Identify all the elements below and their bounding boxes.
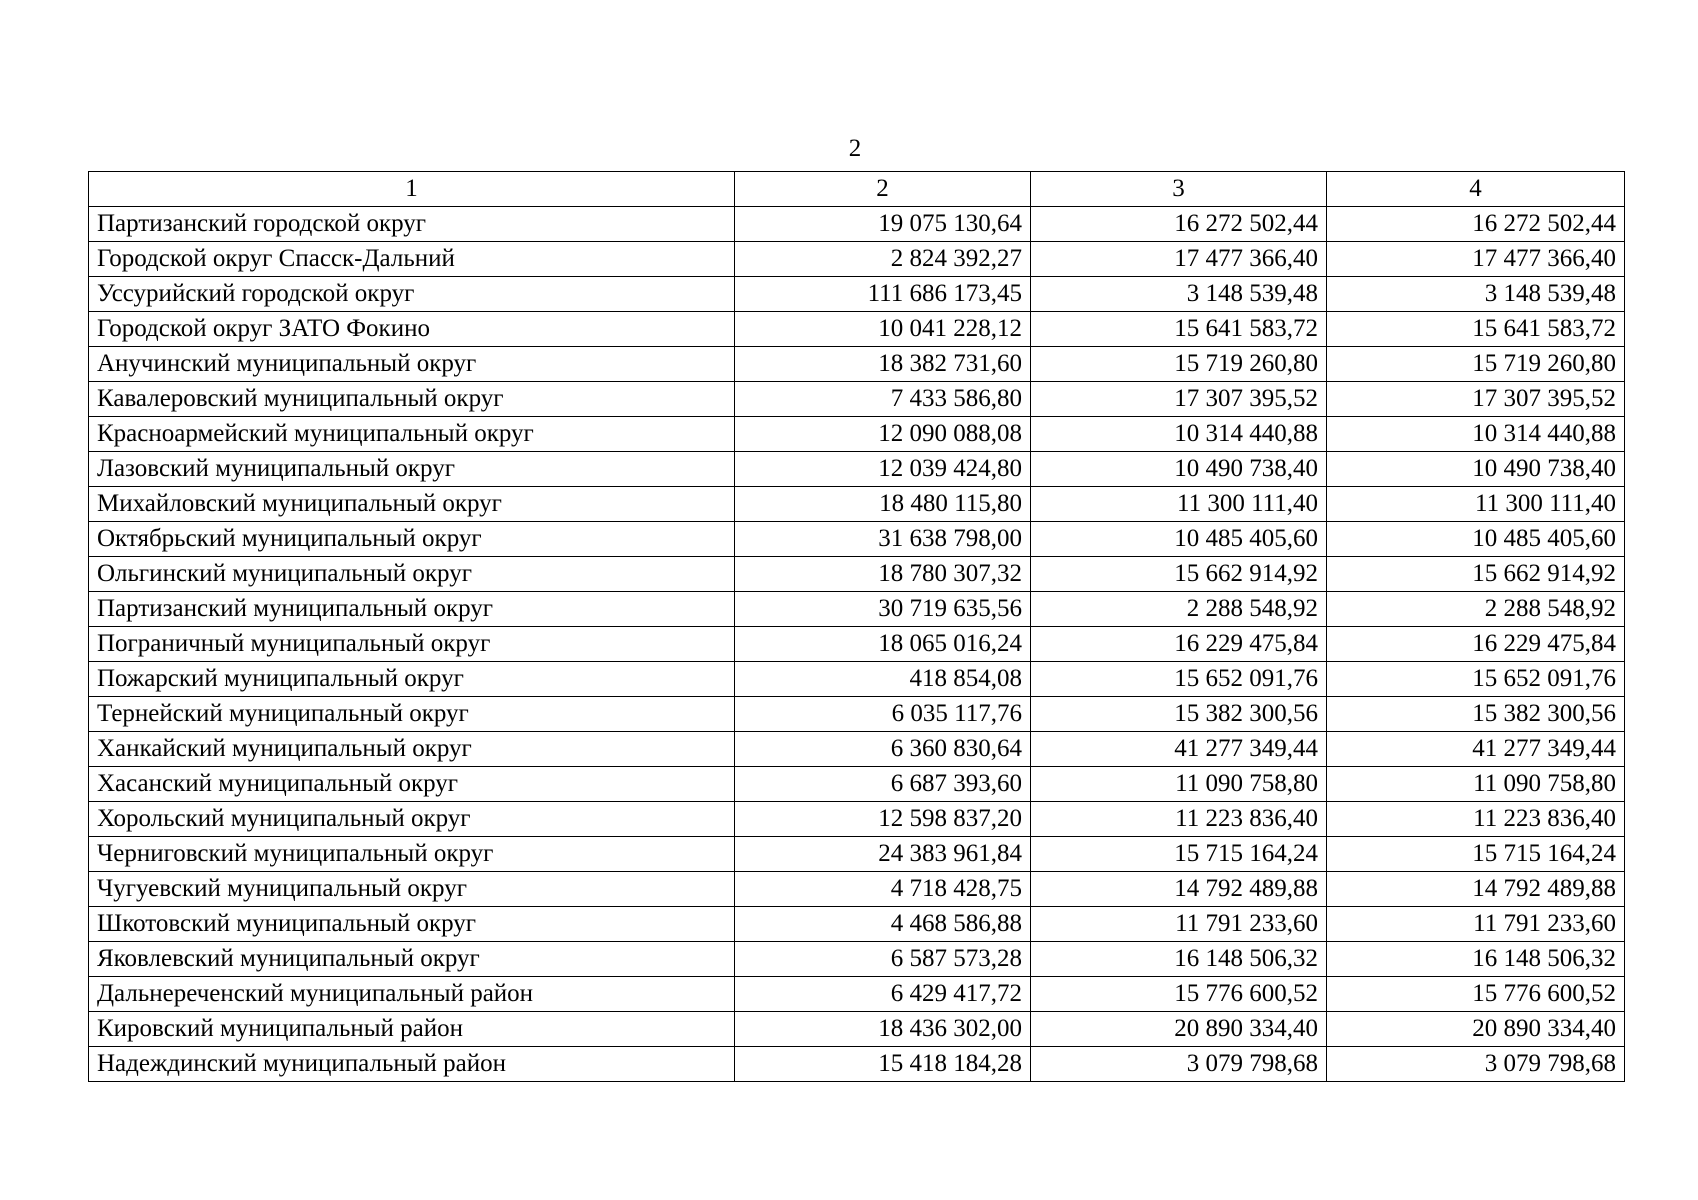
value-cell-col3: 10 314 440,88 [1031, 417, 1327, 452]
value-cell-col3: 16 272 502,44 [1031, 207, 1327, 242]
value-cell-col4: 15 641 583,72 [1327, 312, 1625, 347]
value-cell-col2: 12 039 424,80 [735, 452, 1031, 487]
municipality-name-cell: Уссурийский городской округ [89, 277, 735, 312]
municipality-name-cell: Пограничный муниципальный округ [89, 627, 735, 662]
value-cell-col4: 15 776 600,52 [1327, 977, 1625, 1012]
value-cell-col2: 6 587 573,28 [735, 942, 1031, 977]
value-cell-col2: 111 686 173,45 [735, 277, 1031, 312]
value-cell-col3: 20 890 334,40 [1031, 1012, 1327, 1047]
page-number: 2 [848, 135, 862, 162]
value-cell-col3: 15 719 260,80 [1031, 347, 1327, 382]
table-row [89, 802, 1625, 837]
value-cell-col3: 15 776 600,52 [1031, 977, 1327, 1012]
municipality-name-cell: Тернейский муниципальный округ [89, 697, 735, 732]
municipality-name-cell: Партизанский городской округ [89, 207, 735, 242]
value-cell-col4: 17 477 366,40 [1327, 242, 1625, 277]
value-cell-col3: 15 641 583,72 [1031, 312, 1327, 347]
municipality-name-cell: Надеждинский муниципальный район [89, 1047, 735, 1082]
table-row [89, 732, 1625, 767]
value-cell-col3: 15 652 091,76 [1031, 662, 1327, 697]
table-row [89, 767, 1625, 802]
table-row [89, 557, 1625, 592]
value-cell-col2: 2 824 392,27 [735, 242, 1031, 277]
table-row [89, 837, 1625, 872]
table-row [89, 1012, 1625, 1047]
value-cell-col4: 17 307 395,52 [1327, 382, 1625, 417]
header-row [89, 172, 1625, 207]
value-cell-col4: 2 288 548,92 [1327, 592, 1625, 627]
value-cell-col3: 16 229 475,84 [1031, 627, 1327, 662]
table-row [89, 627, 1625, 662]
value-cell-col2: 6 687 393,60 [735, 767, 1031, 802]
value-cell-col2: 18 780 307,32 [735, 557, 1031, 592]
data-table [88, 171, 1625, 1082]
municipality-name-cell: Дальнереченский муниципальный район [89, 977, 735, 1012]
value-cell-col3: 15 382 300,56 [1031, 697, 1327, 732]
value-cell-col2: 18 065 016,24 [735, 627, 1031, 662]
value-cell-col2: 24 383 961,84 [735, 837, 1031, 872]
municipality-name-cell: Октябрьский муниципальный округ [89, 522, 735, 557]
municipality-name-cell: Черниговский муниципальный округ [89, 837, 735, 872]
column-header: 4 [1327, 172, 1625, 207]
table-row [89, 277, 1625, 312]
value-cell-col4: 10 314 440,88 [1327, 417, 1625, 452]
municipality-name-cell: Анучинский муниципальный округ [89, 347, 735, 382]
municipality-name-cell: Хорольский муниципальный округ [89, 802, 735, 837]
value-cell-col3: 17 477 366,40 [1031, 242, 1327, 277]
municipality-name-cell: Красноармейский муниципальный округ [89, 417, 735, 452]
municipality-name-cell: Городской округ ЗАТО Фокино [89, 312, 735, 347]
value-cell-col2: 18 480 115,80 [735, 487, 1031, 522]
value-cell-col4: 15 652 091,76 [1327, 662, 1625, 697]
value-cell-col2: 19 075 130,64 [735, 207, 1031, 242]
table-row [89, 522, 1625, 557]
value-cell-col4: 20 890 334,40 [1327, 1012, 1625, 1047]
value-cell-col2: 6 360 830,64 [735, 732, 1031, 767]
value-cell-col4: 14 792 489,88 [1327, 872, 1625, 907]
value-cell-col3: 14 792 489,88 [1031, 872, 1327, 907]
value-cell-col4: 11 223 836,40 [1327, 802, 1625, 837]
value-cell-col4: 15 662 914,92 [1327, 557, 1625, 592]
municipality-name-cell: Чугуевский муниципальный округ [89, 872, 735, 907]
table-row [89, 382, 1625, 417]
value-cell-col4: 15 715 164,24 [1327, 837, 1625, 872]
table-row [89, 662, 1625, 697]
municipality-name-cell: Хасанский муниципальный округ [89, 767, 735, 802]
value-cell-col3: 11 090 758,80 [1031, 767, 1327, 802]
value-cell-col2: 31 638 798,00 [735, 522, 1031, 557]
value-cell-col4: 11 791 233,60 [1327, 907, 1625, 942]
value-cell-col3: 41 277 349,44 [1031, 732, 1327, 767]
table-row [89, 242, 1625, 277]
column-header: 3 [1031, 172, 1327, 207]
value-cell-col2: 4 718 428,75 [735, 872, 1031, 907]
municipality-name-cell: Пожарский муниципальный округ [89, 662, 735, 697]
value-cell-col3: 3 148 539,48 [1031, 277, 1327, 312]
value-cell-col4: 10 485 405,60 [1327, 522, 1625, 557]
table-row [89, 1047, 1625, 1082]
value-cell-col2: 418 854,08 [735, 662, 1031, 697]
value-cell-col4: 10 490 738,40 [1327, 452, 1625, 487]
value-cell-col2: 6 429 417,72 [735, 977, 1031, 1012]
table-row [89, 417, 1625, 452]
value-cell-col2: 4 468 586,88 [735, 907, 1031, 942]
table-row [89, 452, 1625, 487]
value-cell-col4: 3 079 798,68 [1327, 1047, 1625, 1082]
table-row [89, 347, 1625, 382]
value-cell-col3: 3 079 798,68 [1031, 1047, 1327, 1082]
value-cell-col3: 15 662 914,92 [1031, 557, 1327, 592]
value-cell-col2: 7 433 586,80 [735, 382, 1031, 417]
value-cell-col2: 15 418 184,28 [735, 1047, 1031, 1082]
value-cell-col2: 30 719 635,56 [735, 592, 1031, 627]
column-header: 1 [89, 172, 735, 207]
value-cell-col2: 6 035 117,76 [735, 697, 1031, 732]
municipality-name-cell: Лазовский муниципальный округ [89, 452, 735, 487]
value-cell-col3: 2 288 548,92 [1031, 592, 1327, 627]
value-cell-col2: 18 436 302,00 [735, 1012, 1031, 1047]
value-cell-col4: 3 148 539,48 [1327, 277, 1625, 312]
value-cell-col3: 11 223 836,40 [1031, 802, 1327, 837]
table-row [89, 592, 1625, 627]
table-row [89, 312, 1625, 347]
value-cell-col3: 11 300 111,40 [1031, 487, 1327, 522]
value-cell-col2: 18 382 731,60 [735, 347, 1031, 382]
table-row [89, 872, 1625, 907]
value-cell-col4: 16 229 475,84 [1327, 627, 1625, 662]
value-cell-col4: 15 382 300,56 [1327, 697, 1625, 732]
value-cell-col4: 11 300 111,40 [1327, 487, 1625, 522]
municipality-name-cell: Партизанский муниципальный округ [89, 592, 735, 627]
value-cell-col4: 16 148 506,32 [1327, 942, 1625, 977]
table-row [89, 487, 1625, 522]
value-cell-col4: 15 719 260,80 [1327, 347, 1625, 382]
value-cell-col3: 11 791 233,60 [1031, 907, 1327, 942]
municipality-name-cell: Ольгинский муниципальный округ [89, 557, 735, 592]
value-cell-col2: 12 598 837,20 [735, 802, 1031, 837]
value-cell-col3: 16 148 506,32 [1031, 942, 1327, 977]
table-row [89, 697, 1625, 732]
municipality-name-cell: Михайловский муниципальный округ [89, 487, 735, 522]
value-cell-col3: 17 307 395,52 [1031, 382, 1327, 417]
municipality-name-cell: Кировский муниципальный район [89, 1012, 735, 1047]
municipality-name-cell: Шкотовский муниципальный округ [89, 907, 735, 942]
municipality-name-cell: Яковлевский муниципальный округ [89, 942, 735, 977]
table-row [89, 907, 1625, 942]
table-row [89, 977, 1625, 1012]
value-cell-col3: 10 485 405,60 [1031, 522, 1327, 557]
value-cell-col2: 10 041 228,12 [735, 312, 1031, 347]
municipality-name-cell: Ханкайский муниципальный округ [89, 732, 735, 767]
value-cell-col3: 10 490 738,40 [1031, 452, 1327, 487]
table-row [89, 942, 1625, 977]
value-cell-col4: 41 277 349,44 [1327, 732, 1625, 767]
column-header: 2 [735, 172, 1031, 207]
value-cell-col3: 15 715 164,24 [1031, 837, 1327, 872]
value-cell-col4: 11 090 758,80 [1327, 767, 1625, 802]
municipality-name-cell: Городской округ Спасск-Дальний [89, 242, 735, 277]
value-cell-col2: 12 090 088,08 [735, 417, 1031, 452]
table-row [89, 207, 1625, 242]
value-cell-col4: 16 272 502,44 [1327, 207, 1625, 242]
municipality-name-cell: Кавалеровский муниципальный округ [89, 382, 735, 417]
